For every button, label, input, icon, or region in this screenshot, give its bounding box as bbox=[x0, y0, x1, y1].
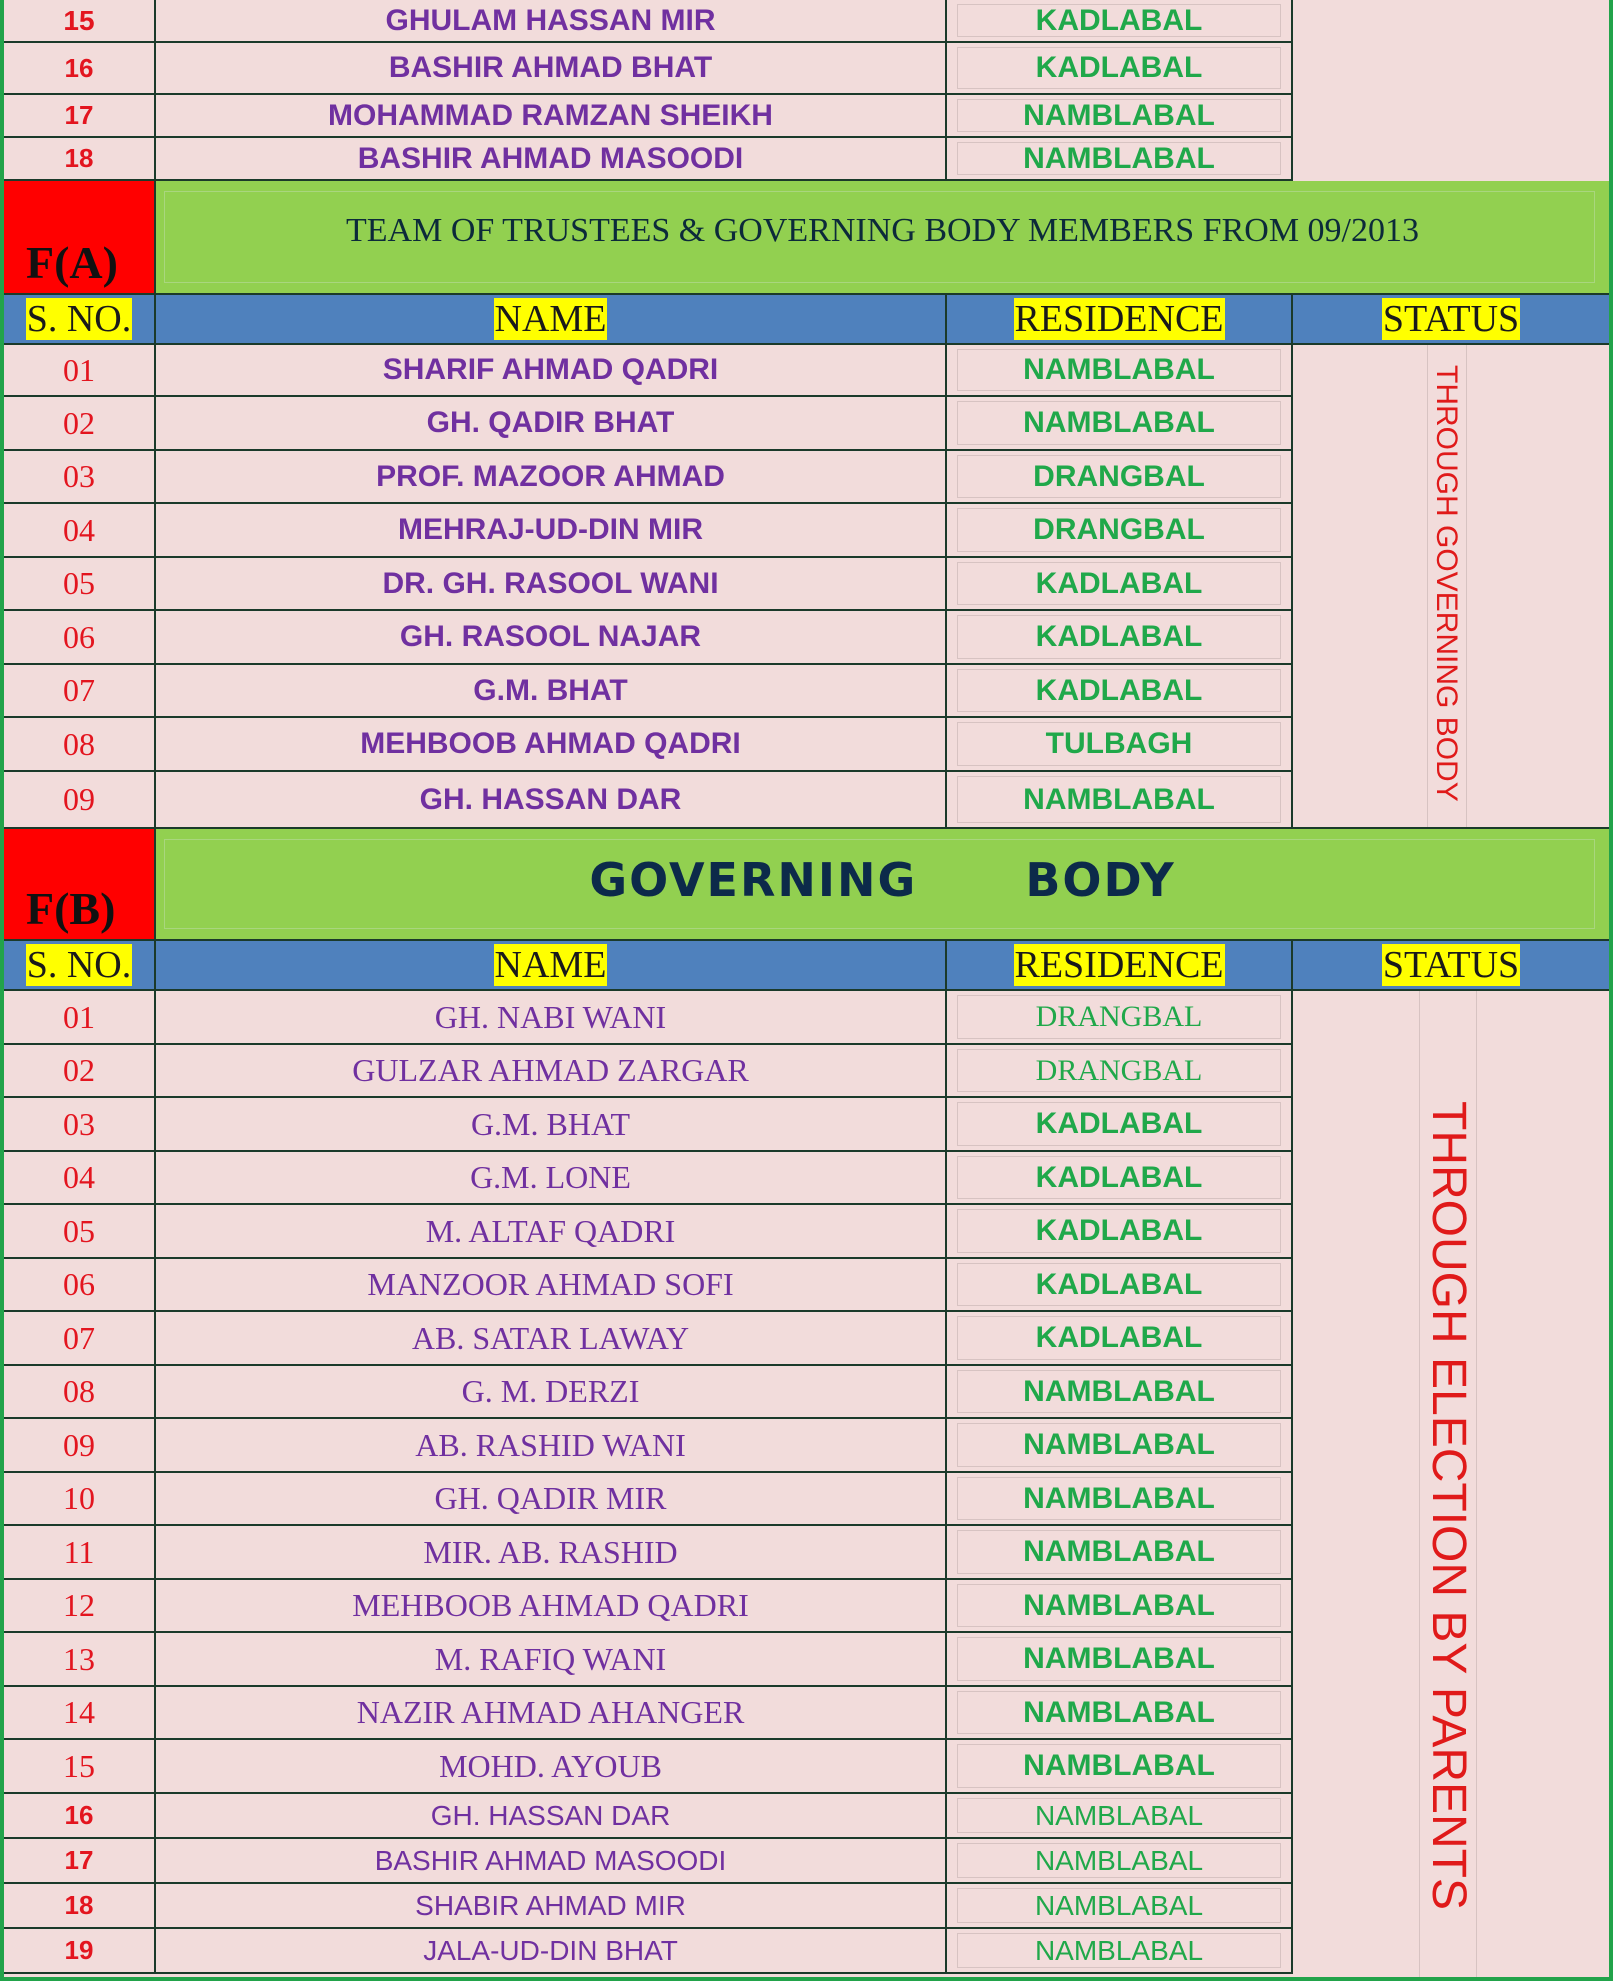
section-title: TEAM OF TRUSTEES & GOVERNING BODY MEMBERS FROM 09/2013 bbox=[156, 181, 1609, 295]
serial-number: 16 bbox=[64, 1800, 94, 1830]
member-name: SHARIF AHMAD QADRI bbox=[382, 353, 719, 386]
member-residence: NAMBLABAL bbox=[1034, 1799, 1204, 1831]
member-residence: KADLABAL bbox=[1035, 566, 1203, 600]
section-label: F(B) bbox=[4, 829, 156, 941]
member-name: GH. HASSAN DAR bbox=[419, 782, 682, 816]
status-text: THROUGH GOVERNING BODY bbox=[1430, 365, 1463, 802]
member-name: MEHBOOB AHMAD QADRI bbox=[360, 727, 741, 760]
serial-number: 01 bbox=[63, 351, 95, 388]
member-residence: NAMBLABAL bbox=[1023, 1695, 1215, 1729]
serial-number: 13 bbox=[63, 1640, 95, 1677]
member-residence: KADLABAL bbox=[1035, 1214, 1203, 1247]
header-sno: S. NO. bbox=[4, 295, 156, 343]
member-residence: DRANGBAL bbox=[1035, 1000, 1203, 1033]
header-sno: S. NO. bbox=[4, 941, 156, 989]
member-residence: NAMBLABAL bbox=[1034, 1844, 1204, 1876]
serial-number: 08 bbox=[63, 1373, 95, 1409]
member-residence: NAMBLABAL bbox=[1023, 1588, 1215, 1622]
member-name: NAZIR AHMAD AHANGER bbox=[356, 1694, 745, 1730]
serial-number: 05 bbox=[63, 1212, 95, 1249]
member-residence: DRANGBAL bbox=[1033, 459, 1205, 493]
table-header bbox=[4, 295, 1609, 345]
member-name: M. ALTAF QADRI bbox=[425, 1212, 676, 1249]
serial-number: 01 bbox=[63, 998, 95, 1035]
member-name: AB. RASHID WANI bbox=[415, 1426, 686, 1463]
section-title: GOVERNING BODY bbox=[156, 829, 1609, 941]
serial-number: 02 bbox=[63, 1052, 95, 1088]
member-residence: NAMBLABAL bbox=[1023, 1374, 1215, 1408]
serial-number: 06 bbox=[63, 1266, 95, 1302]
member-residence: KADLABAL bbox=[1035, 1321, 1203, 1354]
serial-number: 08 bbox=[63, 725, 95, 762]
header-residence: RESIDENCE bbox=[947, 941, 1293, 989]
member-name: GH. QADIR BHAT bbox=[426, 406, 675, 439]
serial-number: 04 bbox=[63, 1159, 95, 1195]
member-name: G. M. DERZI bbox=[461, 1373, 640, 1409]
member-name: MEHRAJ-UD-DIN MIR bbox=[398, 513, 703, 546]
member-residence: KADLABAL bbox=[1035, 1107, 1203, 1140]
member-name: G.M. LONE bbox=[470, 1159, 631, 1195]
member-residence: NAMBLABAL bbox=[1023, 782, 1215, 816]
member-residence: NAMBLABAL bbox=[1023, 1642, 1215, 1675]
member-residence: NAMBLABAL bbox=[1023, 1535, 1215, 1568]
serial-number: 10 bbox=[63, 1480, 95, 1516]
member-residence: KADLABAL bbox=[1035, 620, 1203, 653]
serial-number: 11 bbox=[63, 1533, 95, 1570]
table-header bbox=[4, 941, 1609, 991]
member-residence: NAMBLABAL bbox=[1023, 353, 1215, 386]
member-residence: NAMBLABAL bbox=[1034, 1889, 1204, 1921]
serial-number: 18 bbox=[64, 143, 94, 173]
member-residence: DRANGBAL bbox=[1035, 1053, 1203, 1087]
member-residence: KADLABAL bbox=[1035, 3, 1203, 37]
member-residence: NAMBLABAL bbox=[1023, 141, 1215, 175]
serial-number: 14 bbox=[63, 1694, 95, 1730]
serial-number: 09 bbox=[63, 781, 95, 817]
member-residence: NAMBLABAL bbox=[1023, 1428, 1215, 1461]
header-name: NAME bbox=[156, 295, 947, 343]
member-residence: NAMBLABAL bbox=[1023, 98, 1215, 132]
member-residence: NAMBLABAL bbox=[1023, 406, 1215, 439]
member-name: SHABIR AHMAD MIR bbox=[415, 1889, 686, 1921]
serial-number: 15 bbox=[63, 4, 95, 36]
serial-number: 16 bbox=[64, 52, 94, 83]
member-name: AB. SATAR LAWAY bbox=[411, 1319, 690, 1356]
member-name: GH. NABI WANI bbox=[434, 998, 667, 1035]
member-name: BASHIR AHMAD MASOODI bbox=[357, 141, 744, 175]
serial-number: 07 bbox=[63, 1319, 95, 1356]
member-residence: DRANGBAL bbox=[1033, 513, 1205, 546]
serial-number: 17 bbox=[64, 100, 94, 130]
member-name: MOHD. AYOUB bbox=[439, 1747, 662, 1784]
serial-number: 03 bbox=[63, 1105, 95, 1142]
member-residence: KADLABAL bbox=[1035, 673, 1203, 707]
member-name: G.M. BHAT bbox=[473, 673, 628, 707]
member-residence: TULBAGH bbox=[1045, 727, 1193, 760]
member-residence: KADLABAL bbox=[1035, 1267, 1203, 1301]
header-status: STATUS bbox=[1382, 298, 1520, 340]
member-name: GH. QADIR MIR bbox=[434, 1480, 667, 1516]
status-cell bbox=[1293, 345, 1609, 829]
member-name: BASHIR AHMAD BHAT bbox=[388, 51, 713, 84]
serial-number: 02 bbox=[63, 404, 95, 441]
member-name: MANZOOR AHMAD SOFI bbox=[367, 1266, 734, 1302]
member-name: PROF. MAZOOR AHMAD bbox=[376, 459, 725, 493]
member-name: GULZAR AHMAD ZARGAR bbox=[352, 1052, 749, 1088]
member-name: M. RAFIQ WANI bbox=[434, 1640, 667, 1677]
status-text: THROUGH ELECTION BY PARENTS bbox=[1422, 1101, 1475, 1911]
serial-number: 04 bbox=[63, 511, 95, 548]
header-residence: RESIDENCE bbox=[947, 295, 1293, 343]
member-name: DR. GH. RASOOL WANI bbox=[382, 566, 719, 600]
member-residence: KADLABAL bbox=[1035, 51, 1203, 84]
section-label: F(A) bbox=[4, 181, 156, 295]
member-residence: NAMBLABAL bbox=[1034, 1934, 1204, 1966]
status-cell-empty bbox=[1293, 0, 1609, 181]
member-name: MIR. AB. RASHID bbox=[423, 1533, 678, 1570]
member-name: GH. RASOOL NAJAR bbox=[399, 620, 702, 653]
serial-number: 09 bbox=[63, 1426, 95, 1463]
header-name: NAME bbox=[156, 941, 947, 989]
member-residence: NAMBLABAL bbox=[1023, 1481, 1215, 1515]
header-status: STATUS bbox=[1382, 944, 1520, 986]
member-residence: KADLABAL bbox=[1035, 1160, 1203, 1194]
member-residence: NAMBLABAL bbox=[1023, 1749, 1215, 1782]
member-name: MOHAMMAD RAMZAN SHEIKH bbox=[328, 98, 773, 132]
member-name: MEHBOOB AHMAD QADRI bbox=[352, 1587, 749, 1623]
serial-number: 18 bbox=[64, 1890, 94, 1920]
member-name: G.M. BHAT bbox=[470, 1105, 631, 1142]
status-cell bbox=[1293, 991, 1609, 1977]
serial-number: 17 bbox=[64, 1845, 94, 1875]
member-name: GHULAM HASSAN MIR bbox=[385, 3, 716, 37]
serial-number: 15 bbox=[63, 1747, 95, 1784]
serial-number: 06 bbox=[63, 618, 95, 655]
member-name: JALA-UD-DIN BHAT bbox=[423, 1934, 678, 1966]
serial-number: 19 bbox=[64, 1935, 94, 1965]
serial-number: 03 bbox=[63, 458, 95, 494]
member-name: GH. HASSAN DAR bbox=[430, 1799, 671, 1831]
serial-number: 12 bbox=[63, 1587, 95, 1623]
serial-number: 07 bbox=[63, 672, 95, 708]
member-name: BASHIR AHMAD MASOODI bbox=[374, 1844, 727, 1876]
serial-number: 05 bbox=[63, 565, 95, 601]
